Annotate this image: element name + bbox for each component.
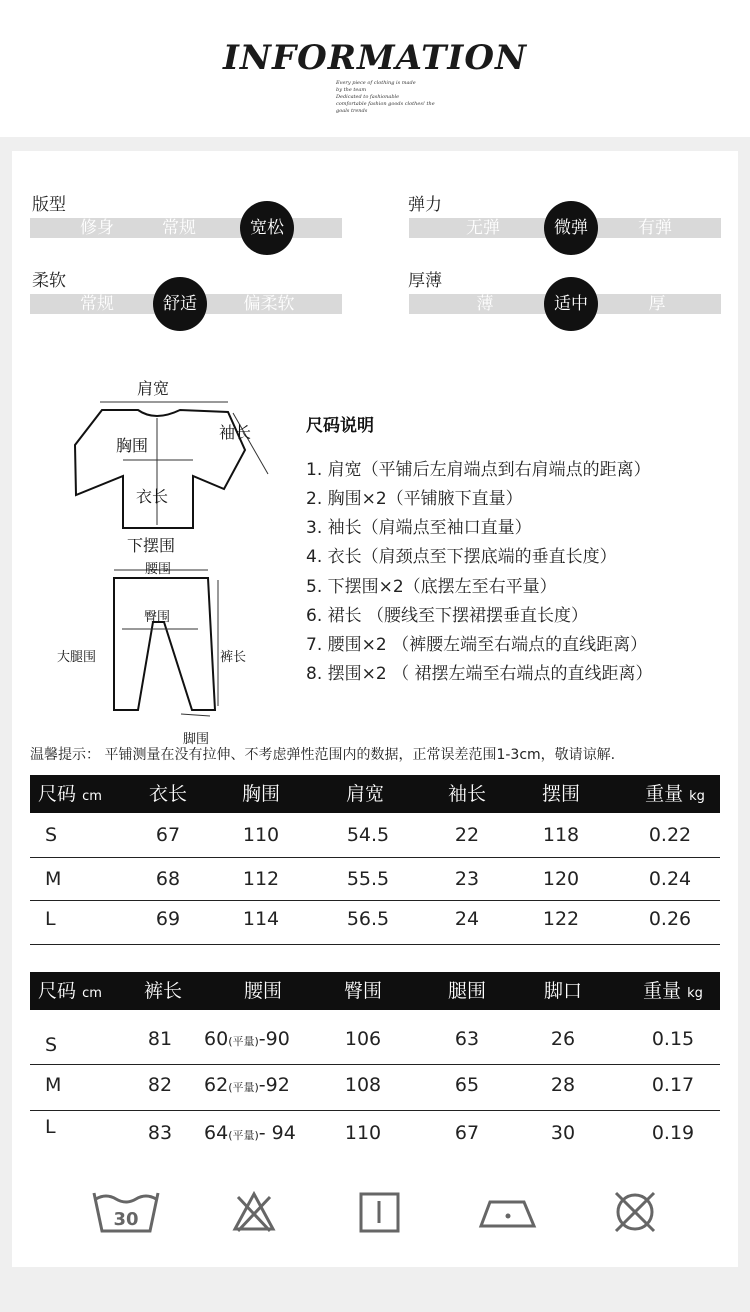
- size-note: 3. 袖长（肩端点至袖口直量）: [306, 518, 532, 538]
- attr-label-stretch: 弹力: [408, 195, 442, 215]
- th-weight: 重量 kg: [645, 783, 705, 805]
- table-cell: 118: [542, 824, 580, 846]
- th-col: 袖长: [447, 783, 486, 805]
- table-cell: 69: [155, 908, 181, 930]
- table-cell: 30: [550, 1122, 576, 1144]
- waist-cell: 60(平量)-90: [204, 1028, 290, 1050]
- table-cell: 110: [242, 824, 280, 846]
- th-col: 摆围: [541, 783, 580, 805]
- table-cell: 83: [147, 1122, 173, 1144]
- row-divider: [30, 1064, 720, 1065]
- table-cell: 114: [242, 908, 280, 930]
- table-cell: 56.5: [346, 908, 390, 930]
- size-cell: M: [45, 868, 62, 890]
- th-col: 腰围: [243, 980, 282, 1002]
- attr-option: 修身: [80, 218, 114, 238]
- th-col: 胸围: [241, 783, 280, 805]
- attr-selected-thickness: 适中: [544, 277, 598, 331]
- size-note: 5. 下摆围×2（底摆左至右平量）: [306, 577, 557, 597]
- table-cell: 0.15: [651, 1028, 695, 1050]
- table-cell: 122: [542, 908, 580, 930]
- label-thigh: 大腿围: [57, 650, 97, 665]
- size-cell: S: [45, 824, 58, 846]
- tumble-dry-icon: [358, 1191, 402, 1233]
- label-hip: 臀围: [144, 610, 171, 625]
- th-col: 腿围: [447, 980, 486, 1002]
- table-cell: 65: [454, 1074, 480, 1096]
- label-leg-opening: 脚围: [183, 732, 210, 747]
- th-col: 衣长: [148, 783, 187, 805]
- table-cell: 0.22: [648, 824, 692, 846]
- row-divider: [30, 900, 720, 901]
- label-pants-length: 裤长: [220, 650, 247, 665]
- table-cell: 120: [542, 868, 580, 890]
- table-cell: 63: [454, 1028, 480, 1050]
- table-cell: 112: [242, 868, 280, 890]
- th-col: 肩宽: [345, 783, 384, 805]
- th-col: 脚口: [543, 980, 582, 1002]
- table-cell: 55.5: [346, 868, 390, 890]
- attr-option: 厚: [648, 294, 666, 314]
- th-col: 臀围: [343, 980, 382, 1002]
- no-bleach-icon: [232, 1191, 276, 1233]
- table-cell: 82: [147, 1074, 173, 1096]
- label-sleeve: 袖长: [219, 423, 252, 442]
- iron-low-icon: [478, 1194, 538, 1230]
- size-cell: L: [45, 908, 56, 930]
- size-cell: L: [45, 1116, 56, 1138]
- table-cell: 0.19: [651, 1122, 695, 1144]
- th-col: 裤长: [143, 980, 182, 1002]
- wash-temp-text: 30: [113, 1209, 139, 1230]
- th-size: 尺码 cm: [38, 783, 102, 805]
- size-note: 1. 肩宽（平铺后左肩端点到右肩端点的距离）: [306, 460, 651, 480]
- table-cell: 23: [454, 868, 480, 890]
- waist-cell: 64(平量)- 94: [204, 1122, 296, 1144]
- attr-selected-fit: 宽松: [240, 201, 294, 255]
- table-cell: 0.26: [648, 908, 692, 930]
- size-notes-title: 尺码说明: [306, 416, 374, 436]
- size-cell: M: [45, 1074, 62, 1096]
- label-chest: 胸围: [116, 436, 149, 455]
- label-waist: 腰围: [145, 562, 172, 577]
- no-dry-clean-icon: [612, 1189, 658, 1235]
- table-cell: 67: [454, 1122, 480, 1144]
- attr-option: 薄: [476, 294, 494, 314]
- label-length: 衣长: [136, 487, 169, 506]
- size-note: 7. 腰围×2 （裤腰左端至右端点的直线距离）: [306, 635, 648, 655]
- measurement-tip: 温馨提示： 平铺测量在没有拉伸、不考虑弹性范围内的数据，正常误差范围1-3cm，敬请谅解.: [30, 747, 616, 763]
- size-cell: S: [45, 1034, 58, 1056]
- table-cell: 54.5: [346, 824, 390, 846]
- attr-selected-stretch: 微弹: [544, 201, 598, 255]
- attr-option: 有弹: [638, 218, 672, 238]
- table-cell: 0.24: [648, 868, 692, 890]
- pants-measure-lines: [114, 570, 218, 716]
- table-cell: 26: [550, 1028, 576, 1050]
- label-shoulder: 肩宽: [137, 379, 170, 398]
- th-weight: 重量 kg: [643, 980, 703, 1002]
- size-note: 2. 胸围×2（平铺腋下直量）: [306, 489, 523, 509]
- row-divider: [30, 1110, 720, 1111]
- size-note: 8. 摆围×2 （ 裙摆左端至右端点的直线距离）: [306, 664, 653, 684]
- wash-30-icon: [92, 1189, 160, 1235]
- attr-label-fit: 版型: [32, 195, 66, 215]
- table-cell: 108: [344, 1074, 382, 1096]
- table-cell: 24: [454, 908, 480, 930]
- label-hem: 下摆围: [127, 536, 176, 555]
- attr-option: 常规: [162, 218, 196, 238]
- attr-option: 无弹: [466, 218, 500, 238]
- row-divider: [30, 944, 720, 945]
- table-cell: 106: [344, 1028, 382, 1050]
- table-cell: 67: [155, 824, 181, 846]
- page-title: INFORMATION: [222, 38, 528, 78]
- table-cell: 81: [147, 1028, 173, 1050]
- table-cell: 110: [344, 1122, 382, 1144]
- waist-cell: 62(平量)-92: [204, 1074, 290, 1096]
- attr-option: 偏柔软: [243, 294, 295, 314]
- header-tagline: Every piece of clothing is made by the team Dedicated to fashionable comfortable fashion goods clothes! the goals trends: [336, 80, 435, 114]
- attr-label-thickness: 厚薄: [408, 271, 442, 291]
- th-size: 尺码 cm: [38, 980, 102, 1002]
- size-note: 6. 裙长 （腰线至下摆裙摆垂直长度）: [306, 606, 589, 626]
- size-note: 4. 衣长（肩颈点至下摆底端的垂直长度）: [306, 547, 617, 567]
- table-cell: 0.17: [651, 1074, 695, 1096]
- attr-selected-softness: 舒适: [153, 277, 207, 331]
- attr-option: 常规: [80, 294, 114, 314]
- table-cell: 68: [155, 868, 181, 890]
- pants-diagram: [114, 578, 215, 710]
- attr-label-softness: 柔软: [32, 271, 66, 291]
- row-divider: [30, 857, 720, 858]
- table-cell: 22: [454, 824, 480, 846]
- table-cell: 28: [550, 1074, 576, 1096]
